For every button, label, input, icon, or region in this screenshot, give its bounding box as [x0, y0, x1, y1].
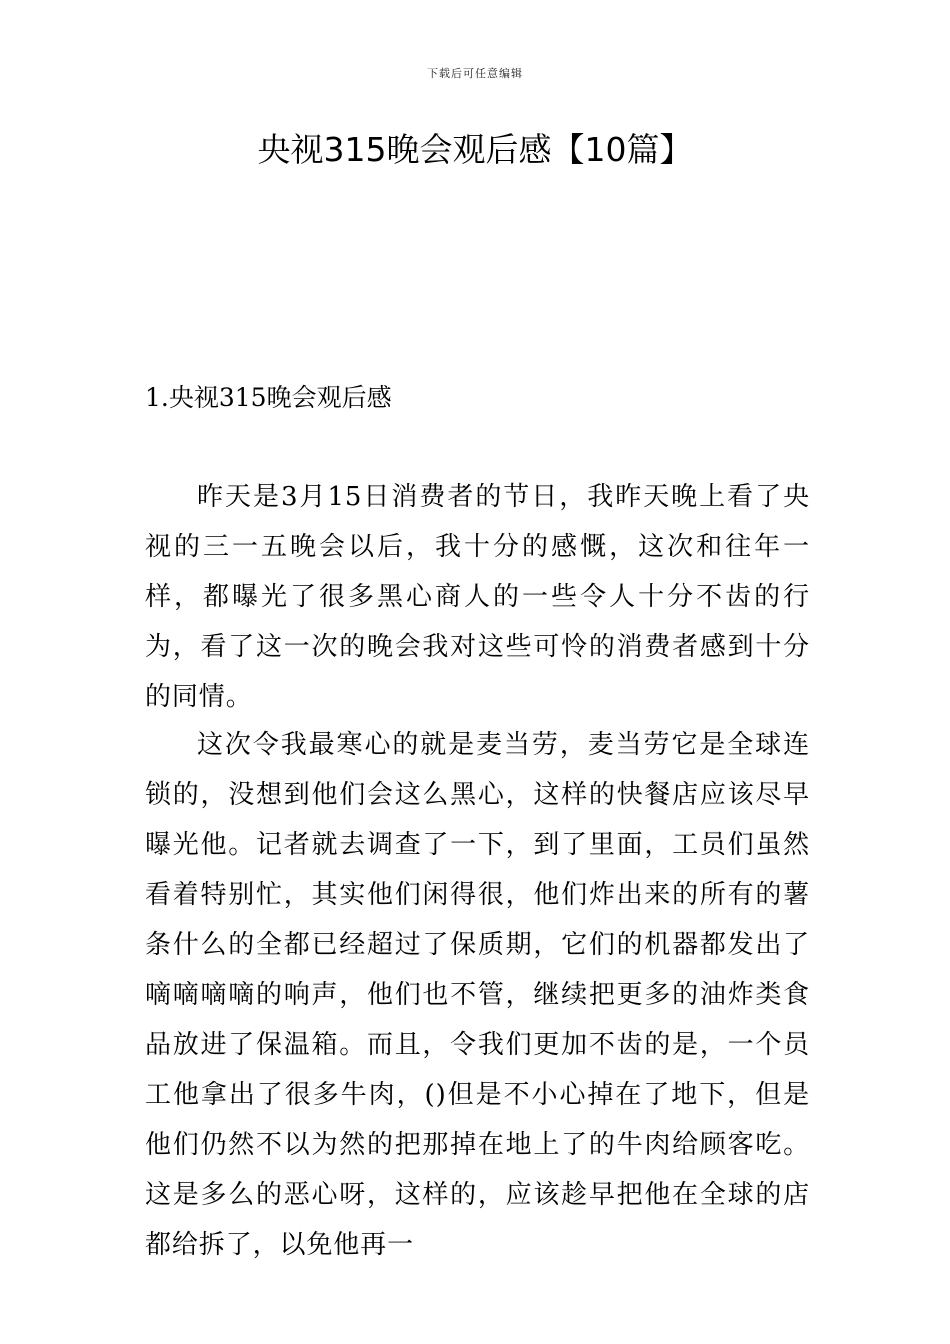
- document-title: 央视315晚会观后感【10篇】: [257, 130, 693, 169]
- header-note: 下载后可任意编辑: [427, 67, 523, 80]
- section-heading: 1.央视315晚会观后感: [145, 383, 392, 412]
- paragraph-1: 昨天是3月15日消费者的节日，我昨天晚上看了央视的三一五晚会以后，我十分的感慨，这次和往年一样，都曝光了很多黑心商人的一些令人十分不齿的行为，看了这一次的晚会我对这些可怜的消费者感到十分的同情。: [145, 482, 810, 712]
- paragraph-2: 这次令我最寒心的就是麦当劳，麦当劳它是全球连锁的，没想到他们会这么黑心，这样的快餐店应该尽早曝光他。记者就去调查了一下，到了里面，工员们虽然看着特别忙，其实他们闲得很，他们炸出来的所有的薯条什么的全都已经超过了保质期，它们的机器都发出了嘀嘀嘀嘀的响声，他们也不管，继续把更多的油炸类食品放进了保温箱。而且，令我们更加不齿的是，一个员工他拿出了很多牛肉，()但是不小心掉在了地下，但是他们仍然不以为然的把那掉在地上了的牛肉给顾客吃。这是多么的恶心呀，这样的，应该趁早把他在全球的店都给拆了，以免他再一: [145, 730, 810, 1260]
